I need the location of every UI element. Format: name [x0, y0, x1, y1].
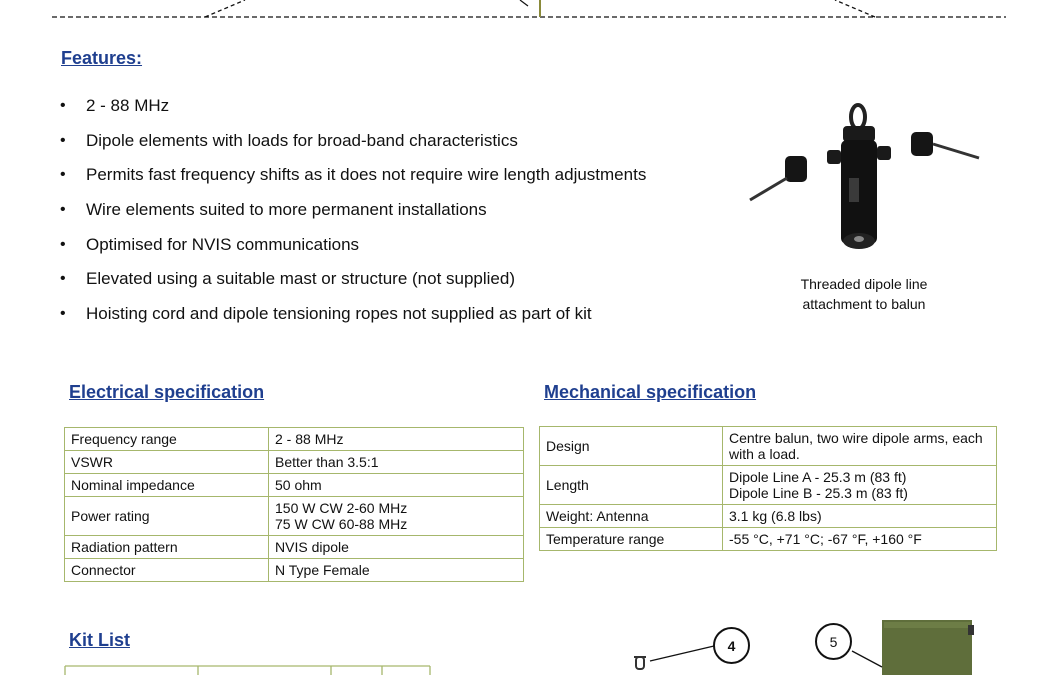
electrical-spec-table [64, 427, 524, 582]
spec-value [723, 466, 997, 505]
mechanical-spec-table [539, 426, 997, 551]
spec-label: Weight: Antenna [540, 505, 723, 528]
spec-value [723, 427, 997, 466]
spec-value: 50 ohm [269, 474, 524, 497]
spec-value [269, 497, 524, 536]
features-heading: Features: [61, 48, 143, 68]
spec-value: NVIS dipole [269, 536, 524, 559]
kit-illustration [620, 615, 1000, 675]
table-row [65, 474, 524, 497]
spec-label: Power rating [65, 497, 269, 536]
feature-item: • Permits fast frequency shifts as it does not require wire length adjustments [60, 161, 646, 196]
mechanical-spec-heading: Mechanical specification [544, 382, 757, 402]
spec-value-line: Dipole Line B - 25.3 m (83 ft) [729, 485, 908, 501]
table-row [65, 559, 524, 582]
balun-caption [760, 274, 968, 314]
spec-value: 3.1 kg (6.8 lbs) [723, 505, 997, 528]
spec-value-line: 75 W CW 60-88 MHz [275, 516, 408, 532]
dipole-arm-right [835, 0, 875, 17]
table-row [540, 528, 997, 551]
spec-label: Radiation pattern [65, 536, 269, 559]
feature-item: • Elevated using a suitable mast or structure (not supplied) [60, 265, 646, 300]
feature-item: • Dipole elements with loads for broad-band characteristics [60, 127, 646, 162]
table-row [540, 505, 997, 528]
spec-label: Connector [65, 559, 269, 582]
table-row [65, 536, 524, 559]
table-row [65, 428, 524, 451]
spec-value-line: Centre balun, two wire dipole arms, each [729, 430, 983, 446]
caption-line: Threaded dipole line [800, 276, 928, 292]
spec-value-line: Dipole Line A - 25.3 m (83 ft) [729, 469, 907, 485]
spec-value: N Type Female [269, 559, 524, 582]
kit-list-heading: Kit List [69, 630, 130, 650]
table-row [540, 466, 997, 505]
dipole-arm-left [205, 0, 245, 17]
table-row [65, 451, 524, 474]
spec-label: VSWR [65, 451, 269, 474]
feature-item: • Wire elements suited to more permanent installations [60, 196, 646, 231]
spec-label: Nominal impedance [65, 474, 269, 497]
electrical-spec-heading: Electrical specification [69, 382, 265, 402]
table-row [540, 427, 997, 466]
kit-list-table-top [64, 664, 432, 675]
caption-line: attachment to balun [802, 296, 926, 312]
callout-4: 4 [713, 627, 750, 664]
balun-illustration [745, 100, 985, 260]
dipole-diagram-top [0, 0, 1058, 24]
table-row [65, 497, 524, 536]
spec-label: Temperature range [540, 528, 723, 551]
spec-value: -55 °C, +71 °C; -67 °F, +160 °F [723, 528, 997, 551]
spec-value-line: 150 W CW 2-60 MHz [275, 500, 408, 516]
spec-value: Better than 3.5:1 [269, 451, 524, 474]
spec-label: Length [540, 466, 723, 505]
features-list [60, 92, 646, 335]
spec-label: Frequency range [65, 428, 269, 451]
spec-label: Design [540, 427, 723, 466]
feature-item: • Optimised for NVIS communications [60, 231, 646, 266]
spec-value-line: with a load. [729, 446, 800, 462]
feature-item: • Hoisting cord and dipole tensioning ropes not supplied as part of kit [60, 300, 646, 335]
callout-5: 5 [815, 623, 852, 660]
feature-item: • 2 - 88 MHz [60, 92, 646, 127]
spec-value: 2 - 88 MHz [269, 428, 524, 451]
